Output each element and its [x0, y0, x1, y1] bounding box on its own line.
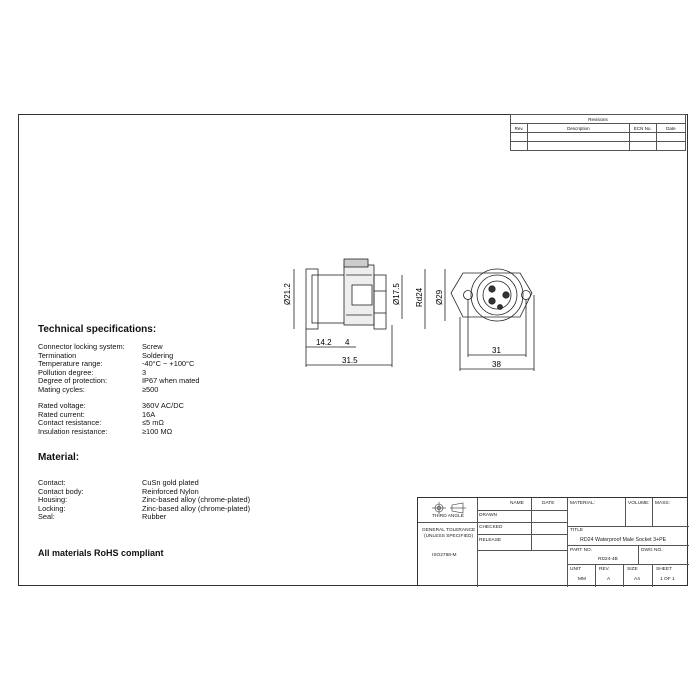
spec-label: Pollution degree: — [38, 367, 94, 377]
spec-label: Locking: — [38, 503, 66, 513]
label-l4: 4 — [345, 338, 350, 347]
unit-label: UNIT — [570, 567, 582, 572]
mass-label: MASS: — [655, 501, 670, 506]
spec-label: Contact: — [38, 478, 66, 487]
sheet-value: 1 OF 1 — [660, 577, 675, 582]
material-block — [38, 479, 358, 522]
sheet-label: SHEET — [656, 567, 672, 572]
dwg-no-label: DWG NO. — [641, 548, 663, 553]
label-l31: 31 — [492, 346, 501, 355]
spec-value: Zinc-based alloy (chrome-plated) — [142, 495, 251, 504]
revisions-title: Revisions — [511, 115, 686, 124]
projection-icon — [430, 502, 470, 514]
side-nut — [344, 259, 368, 267]
spec-row — [38, 402, 358, 411]
revisions-table — [510, 114, 686, 151]
title-value: RD24 Waterproof Male Socket 3+PE — [580, 537, 667, 543]
spec-label: Connector locking system: — [38, 342, 125, 351]
spec-row — [38, 386, 358, 395]
contact-1 — [489, 286, 495, 292]
spec-value: ≤5 mΩ — [142, 418, 164, 427]
spec-label: Housing: — [38, 495, 68, 504]
side-thread — [374, 275, 386, 329]
spec-label: Degree of protection: — [38, 376, 108, 385]
iso-label: ISO2768-M — [432, 553, 457, 558]
rohs-note: All materials RoHS compliant — [38, 548, 164, 558]
spec-label: Termination — [38, 350, 77, 360]
label-rd24: Rd24 — [415, 287, 424, 307]
unit-value: MM — [578, 577, 586, 582]
spec-label: Insulation resistance: — [38, 426, 108, 436]
label-l38: 38 — [492, 360, 501, 369]
date-header: Date — [656, 124, 685, 133]
spec-value: Rubber — [142, 512, 167, 521]
description-header: Description — [528, 124, 630, 133]
technical-heading: Technical specifications: — [38, 324, 157, 335]
spec-value: ≥100 MΩ — [142, 426, 173, 436]
unless-specified-label: (UNLESS SPECIFIED) — [424, 534, 474, 539]
third-angle-label: THIRD ANGLE — [432, 514, 464, 519]
title-block — [417, 497, 688, 586]
ecn-header: ECN No. — [629, 124, 656, 133]
technical-specs-block-2 — [38, 402, 358, 436]
name-header: NAME — [510, 501, 524, 506]
date-header: DATE — [542, 501, 555, 506]
spec-label: Mating cycles: — [38, 384, 85, 394]
drawn-label: DRAWN — [479, 513, 497, 518]
spec-value: Zinc-based alloy (chrome-plated) — [142, 503, 251, 513]
label-d175: Ø17.5 — [392, 283, 401, 305]
spec-value: -40°C ~ +100°C — [142, 359, 195, 368]
spec-value: CuSn gold plated — [142, 478, 199, 487]
spec-label: Rated current: — [38, 409, 85, 419]
spec-value: 3 — [142, 367, 147, 377]
part-no-label: PART NO. — [570, 548, 593, 553]
size-value: A4 — [634, 577, 640, 582]
contact-3 — [489, 298, 495, 304]
part-no-value: RD24-4B — [598, 557, 618, 562]
spec-row — [38, 428, 358, 437]
spec-value: 16A — [142, 409, 156, 419]
spec-value: ≥500 — [142, 384, 159, 394]
label-d212: Ø21.2 — [283, 283, 292, 305]
front-outer-ring — [471, 269, 523, 321]
spec-label: Temperature range: — [38, 359, 103, 368]
spec-value: Screw — [142, 342, 163, 351]
spec-row — [38, 513, 358, 522]
contact-2 — [503, 292, 509, 298]
spec-label: Contact resistance: — [38, 418, 102, 427]
spec-label: Contact body: — [38, 486, 84, 496]
spec-label: Seal: — [38, 512, 55, 521]
spec-row — [38, 377, 358, 386]
rev-header: Rev. — [511, 124, 528, 133]
rev-label: REV. — [599, 567, 610, 572]
material-heading: Material: — [38, 452, 80, 463]
size-label: SIZE — [627, 567, 638, 572]
connector-drawing — [270, 255, 570, 375]
spec-row — [38, 505, 358, 514]
label-l142: 14.2 — [316, 338, 332, 347]
title-label: TITLE — [570, 528, 584, 533]
rev-value: A — [607, 577, 611, 582]
spec-value: 360V AC/DC — [142, 401, 184, 410]
volume-label: VOLUME: — [628, 501, 650, 506]
material-label: MATERIAL: — [570, 501, 595, 506]
spec-value: Reinforced Nylon — [142, 486, 199, 496]
general-tolerance-label: GENERAL TOLERANCE — [422, 528, 476, 533]
spec-label: Rated voltage: — [38, 401, 86, 410]
spec-value: Soldering — [142, 350, 174, 360]
checked-label: CHECKED — [479, 525, 503, 530]
release-label: RELEASE — [479, 538, 502, 543]
spec-value: IP67 when mated — [142, 376, 200, 385]
label-d29: Ø29 — [435, 289, 444, 305]
contact-pe — [498, 305, 503, 310]
label-l315: 31.5 — [342, 356, 358, 365]
